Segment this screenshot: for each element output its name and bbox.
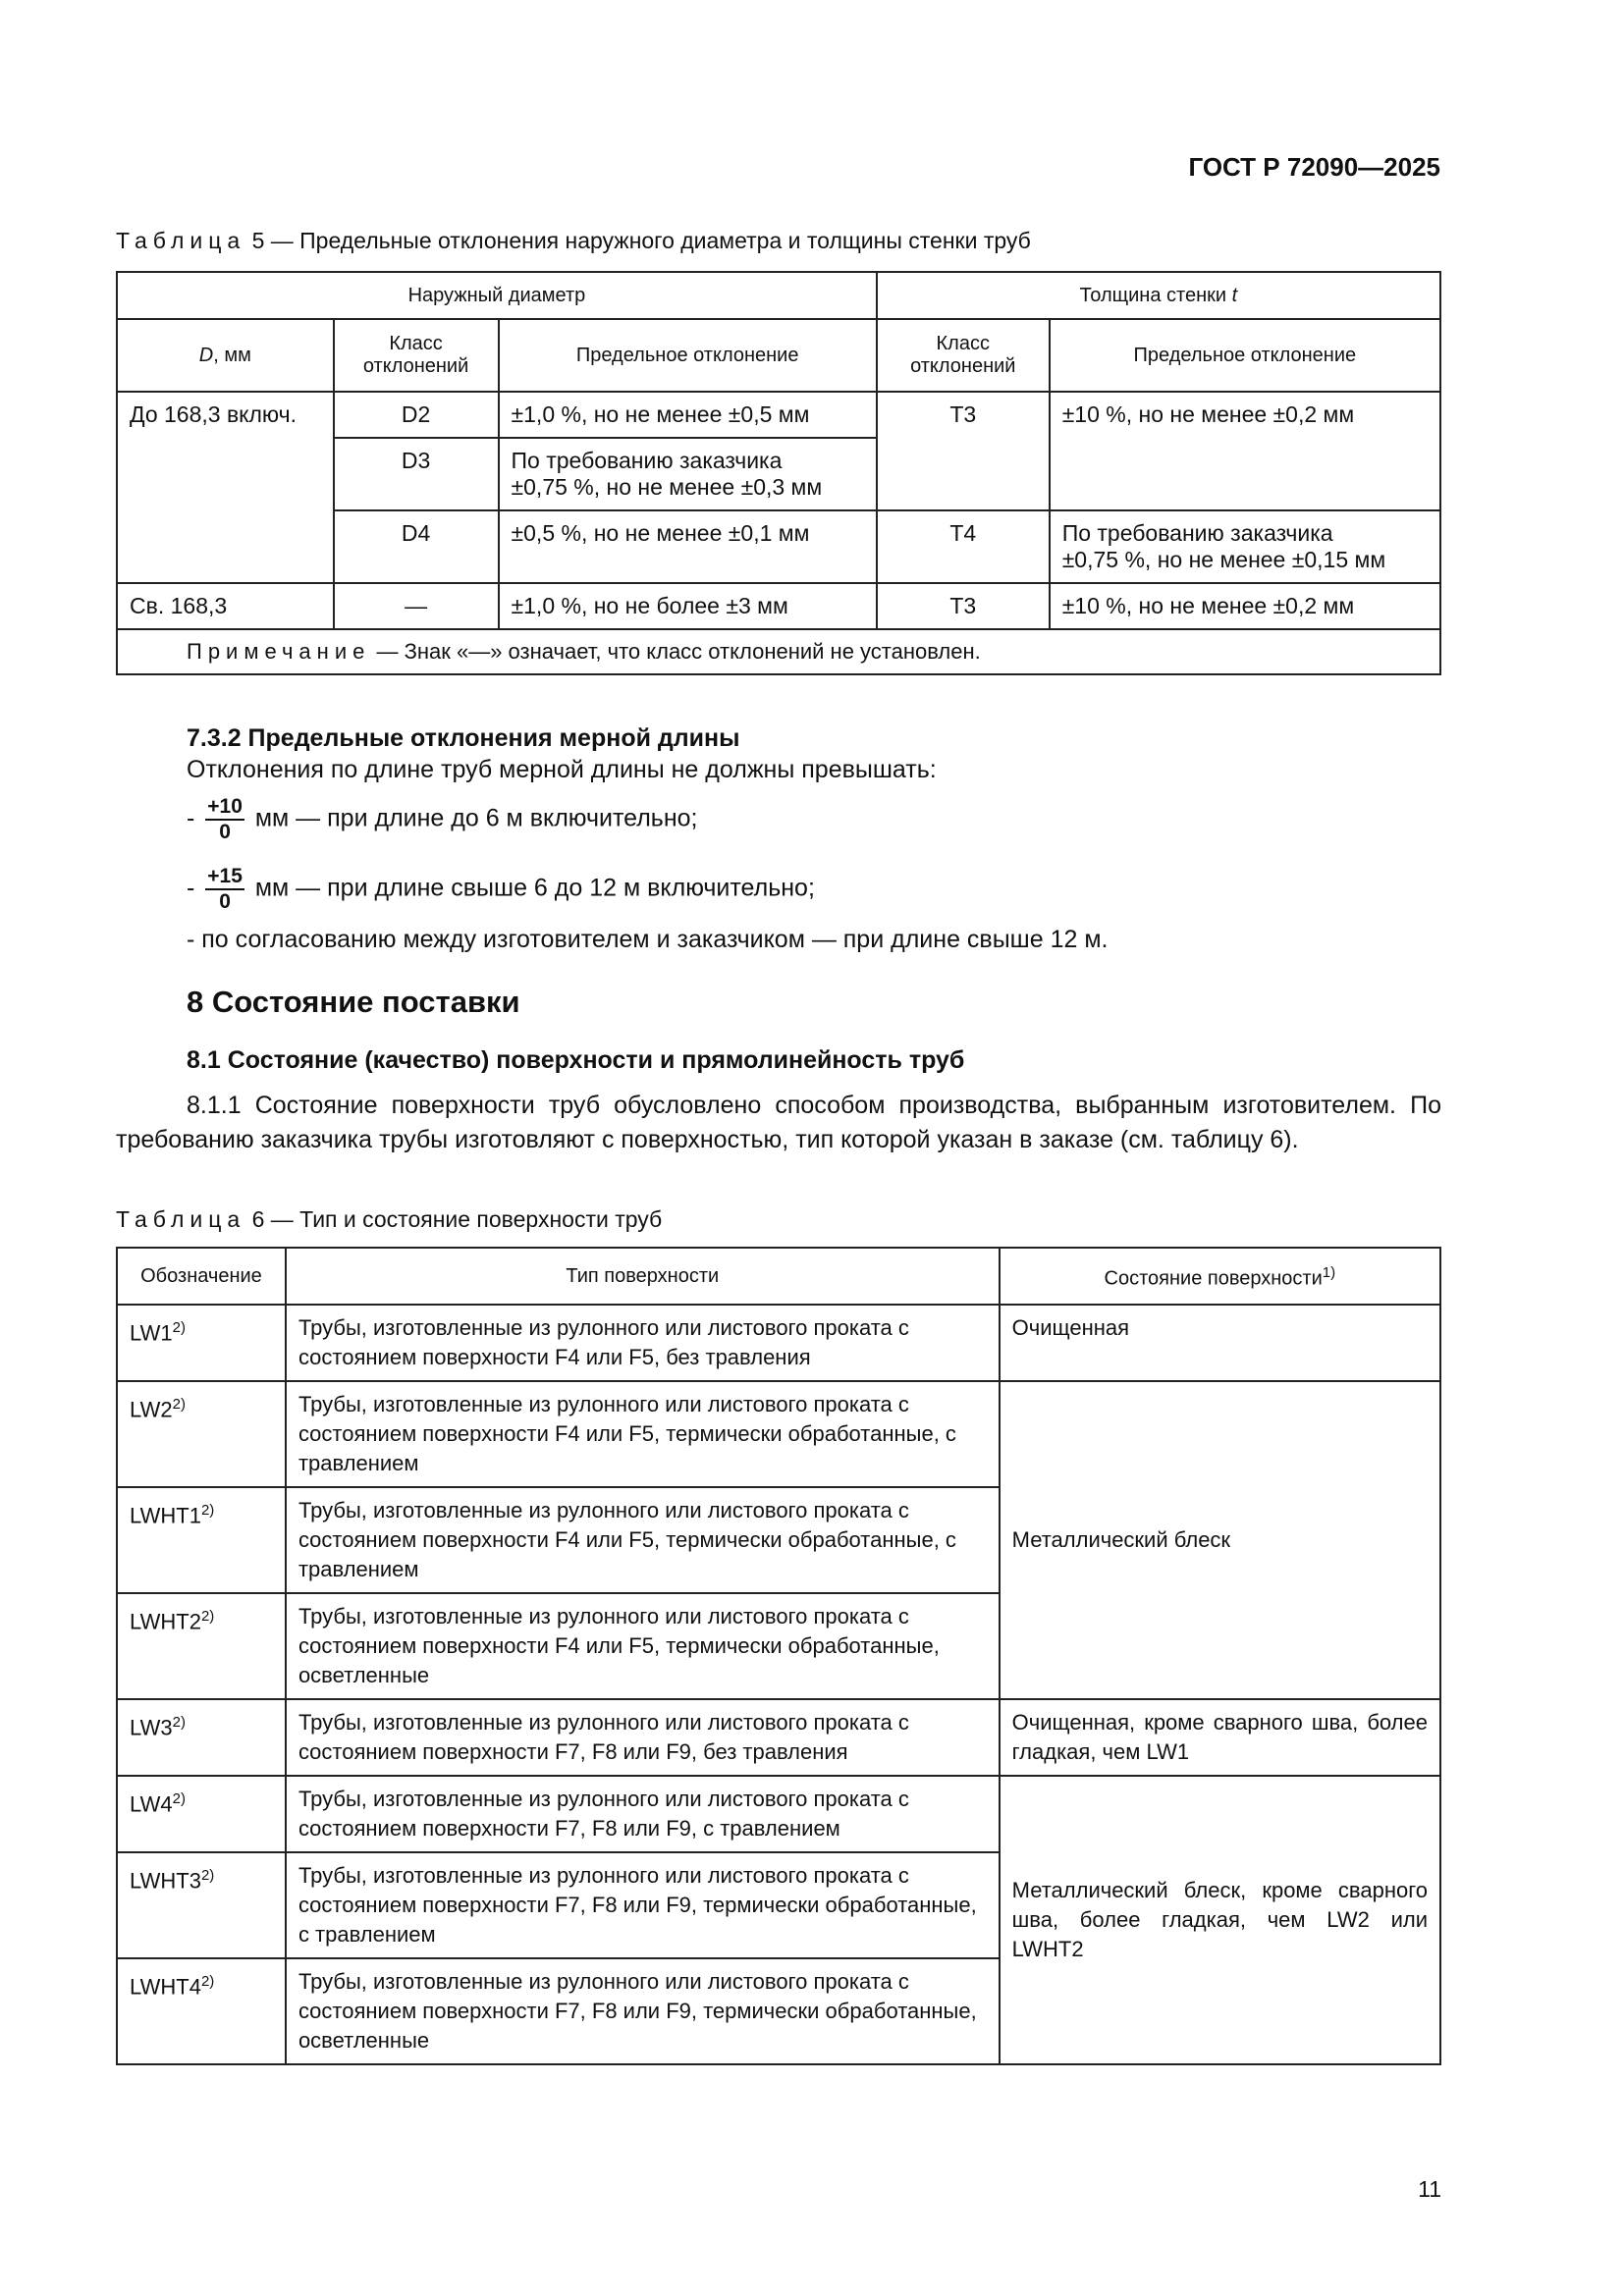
table5-cell: Т4 [877, 510, 1050, 583]
table6-type: Трубы, изготовленные из рулонного или листового проката с состоянием поверхности F7, F8 или F9, термически обработанные, с травлением [286, 1852, 1000, 1958]
table6-type: Трубы, изготовленные из рулонного или листового проката с состоянием поверхности F4 или F5, термически обработанные, осветленные [286, 1593, 1000, 1699]
table6-caption: Таблица 6 — Тип и состояние поверхности труб [116, 1206, 663, 1232]
document-header: ГОСТ Р 72090—2025 [1188, 152, 1440, 182]
table6-code: LWHT1$^{2)}$ [117, 1487, 286, 1593]
table5-note: Примечание — Знак «—» означает, что класс отклонений не установлен. [117, 629, 1440, 674]
table5-group-diameter: Наружный диаметр [117, 272, 877, 319]
deviation-item-2: - $\frac{+15}{0}$ мм — при длине свыше 6 до 12 м включительно; [187, 865, 815, 913]
table5-col-dev: Предельное отклонение [499, 319, 877, 392]
table5-cell: ±10 %, но не менее ±0,2 мм [1050, 392, 1440, 510]
table6-state: Металлический блеск, кроме сварного шва, более гладкая, чем LW2 или LWHT2 [1000, 1776, 1440, 2064]
section-8-1-title: 8.1 Состояние (качество) поверхности и прямолинейность труб [187, 1046, 965, 1074]
deviation-item-1: - $\frac{+10}{0}$ мм — при длине до 6 м включительно; [187, 795, 698, 843]
table6-type: Трубы, изготовленные из рулонного или листового проката с состоянием поверхности F4 или F5, термически обработанные, с травлением [286, 1381, 1000, 1487]
table6-type: Трубы, изготовленные из рулонного или листового проката с состоянием поверхности F4 или F5, термически обработанные, с травлением [286, 1487, 1000, 1593]
page-number: 11 [1418, 2176, 1441, 2202]
table6-code: LW3$^{2)}$ [117, 1699, 286, 1776]
table5-group-wall: Толщина стенки t [877, 272, 1440, 319]
table6-state: Очищенная [1000, 1305, 1440, 1381]
table5-caption-word: Таблица [116, 228, 246, 253]
table5-col-class: Класс отклонений [334, 319, 499, 392]
table5-cell: ±10 %, но не менее ±0,2 мм [1050, 583, 1440, 629]
table5-cell: Св. 168,3 [117, 583, 334, 629]
table6-state: Очищенная, кроме сварного шва, более гладкая, чем LW1 [1000, 1699, 1440, 1776]
table6-code: LWHT4$^{2)}$ [117, 1958, 286, 2064]
table5-cell: — [334, 583, 499, 629]
table6-type: Трубы, изготовленные из рулонного или листового проката с состоянием поверхности F7, F8 или F9, термически обработанные, осветленные [286, 1958, 1000, 2064]
table5 [116, 271, 1441, 675]
table6-type: Трубы, изготовленные из рулонного или листового проката с состоянием поверхности F4 или F5, без травления [286, 1305, 1000, 1381]
section-7-3-2 [187, 724, 1441, 787]
table6-code: LW2$^{2)}$ [117, 1381, 286, 1487]
table6-state: Металлический блеск [1000, 1381, 1440, 1699]
table5-cell: По требованию заказчика ±0,75 %, но не менее ±0,15 мм [1050, 510, 1440, 583]
table5-cell: По требованию заказчика ±0,75 %, но не менее ±0,3 мм [499, 438, 877, 510]
table6-type: Трубы, изготовленные из рулонного или листового проката с состоянием поверхности F7, F8 или F9, без травления [286, 1699, 1000, 1776]
table5-caption [116, 228, 1031, 254]
table6-code: LW1$^{2)}$ [117, 1305, 286, 1381]
table5-cell: ±1,0 %, но не более ±3 мм [499, 583, 877, 629]
section-7-3-2-intro: Отклонения по длине труб мерной длины не должны превышать: [187, 756, 937, 783]
table5-cell: До 168,3 включ. [117, 392, 334, 583]
table6-header-state: Состояние поверхности$^{1)}$ [1000, 1248, 1440, 1305]
table6 [116, 1247, 1441, 2065]
section-8-title: 8 Состояние поставки [187, 985, 520, 1019]
fraction-1: $\frac{+10}{0}$ [207, 795, 243, 843]
table6-header-code: Обозначение [117, 1248, 286, 1305]
section-8-1-1-para: 8.1.1 Состояние поверхности труб обусловлено способом производства, выбранным изготовителем. По требованию заказчика трубы изготовляют с поверхностью, тип которой указан в заказе (см. таблицу 6). [116, 1092, 1441, 1153]
table5-cell: D2 [334, 392, 499, 438]
table6-header-type: Тип поверхности [286, 1248, 1000, 1305]
table5-caption-text: 5 — Предельные отклонения наружного диаметра и толщины стенки труб [251, 228, 1031, 253]
table6-code: LW4$^{2)}$ [117, 1776, 286, 1852]
table5-cell: Т3 [877, 583, 1050, 629]
section-7-3-2-title: 7.3.2 Предельные отклонения мерной длины [187, 724, 740, 752]
table5-col-tdev: Предельное отклонение [1050, 319, 1440, 392]
deviation-item-3: - по согласованию между изготовителем и заказчиком — при длине свыше 12 м. [187, 926, 1109, 953]
table6-code: LWHT3$^{2)}$ [117, 1852, 286, 1958]
table5-col-tclass: Класс отклонений [877, 319, 1050, 392]
table6-code: LWHT2$^{2)}$ [117, 1593, 286, 1699]
table6-type: Трубы, изготовленные из рулонного или листового проката с состоянием поверхности F7, F8 или F9, с травлением [286, 1776, 1000, 1852]
table5-cell: D4 [334, 510, 499, 583]
table5-col-d: D, мм [117, 319, 334, 392]
table5-cell: ±1,0 %, но не менее ±0,5 мм [499, 392, 877, 438]
table5-cell: D3 [334, 438, 499, 510]
fraction-2: $\frac{+15}{0}$ [207, 865, 243, 913]
table5-cell: ±0,5 %, но не менее ±0,1 мм [499, 510, 877, 583]
table5-cell: Т3 [877, 392, 1050, 510]
